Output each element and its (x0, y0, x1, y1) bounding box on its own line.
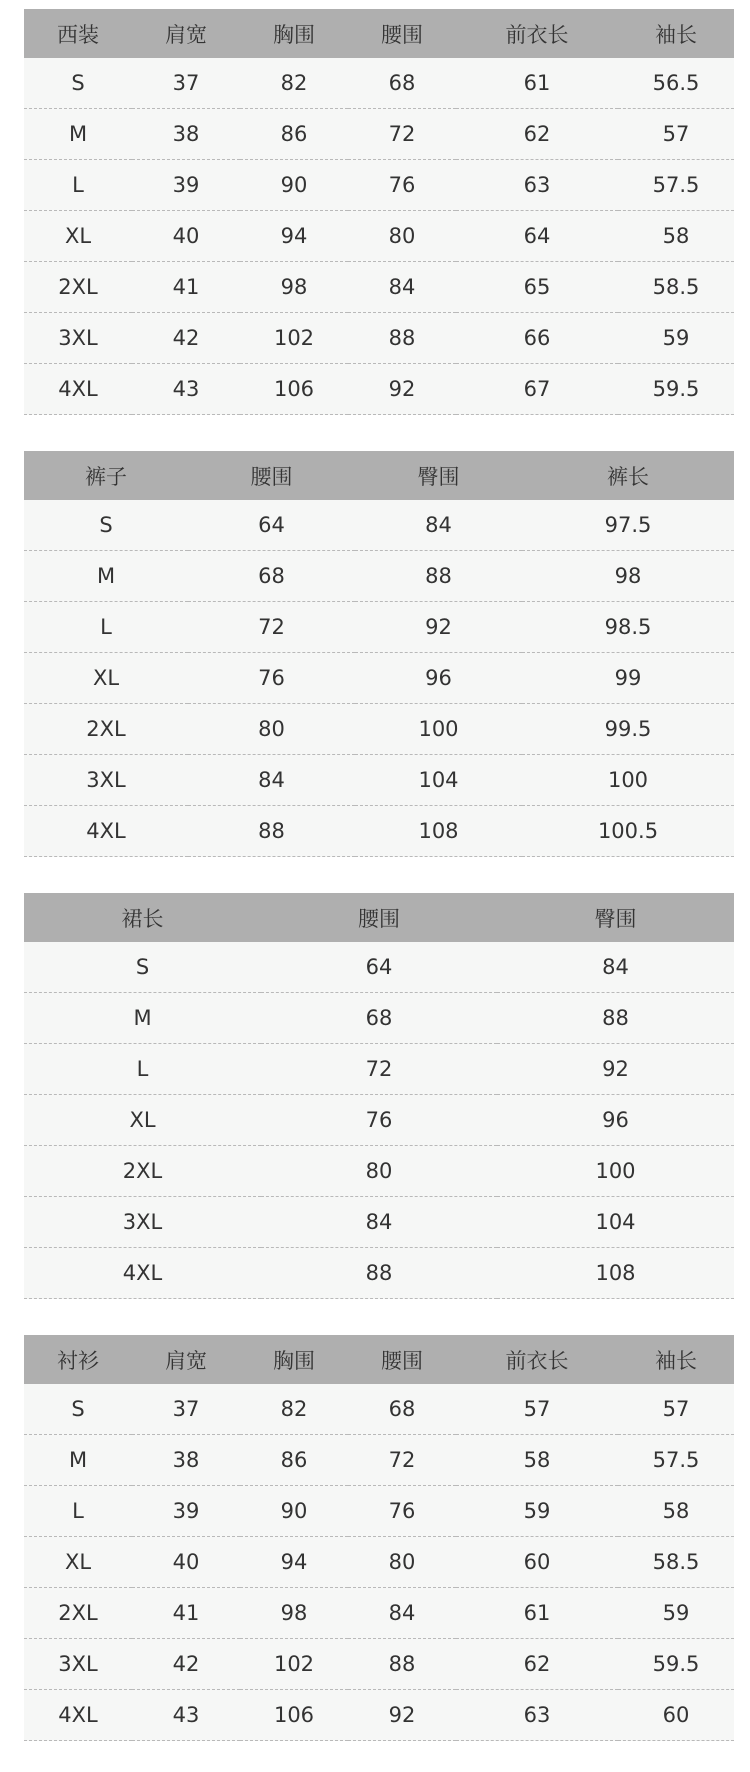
measurement-cell: 88 (261, 1248, 497, 1299)
measurement-cell: 102 (240, 1639, 348, 1690)
measurement-cell: 57 (456, 1384, 618, 1435)
measurement-cell: 100 (497, 1146, 734, 1197)
measurement-cell: 37 (132, 58, 240, 109)
size-label-cell: 3XL (24, 1639, 132, 1690)
measurement-cell: 84 (261, 1197, 497, 1248)
measurement-cell: 59.5 (618, 1639, 734, 1690)
shirt-size-table (24, 1335, 734, 1741)
measurement-cell: 104 (497, 1197, 734, 1248)
measurement-cell: 43 (132, 364, 240, 415)
column-header: 前衣长 (456, 9, 618, 58)
size-label-cell: L (24, 1044, 261, 1095)
size-label-cell: M (24, 1435, 132, 1486)
measurement-cell: 57.5 (618, 1435, 734, 1486)
measurement-cell: 80 (188, 704, 355, 755)
measurement-cell: 63 (456, 160, 618, 211)
column-header: 腰围 (261, 893, 497, 942)
column-header: 西装 (24, 9, 132, 58)
column-header: 肩宽 (132, 1335, 240, 1384)
measurement-cell: 63 (456, 1690, 618, 1741)
size-label-cell: 2XL (24, 1588, 132, 1639)
measurement-cell: 41 (132, 262, 240, 313)
size-label-cell: XL (24, 211, 132, 262)
size-label-cell: M (24, 993, 261, 1044)
measurement-cell: 88 (348, 1639, 456, 1690)
measurement-cell: 82 (240, 58, 348, 109)
measurement-cell: 39 (132, 1486, 240, 1537)
measurement-cell: 58.5 (618, 262, 734, 313)
pants-size-table (24, 451, 734, 857)
measurement-cell: 100.5 (522, 806, 734, 857)
size-label-cell: 2XL (24, 262, 132, 313)
measurement-cell: 92 (348, 1690, 456, 1741)
measurement-cell: 94 (240, 1537, 348, 1588)
size-label-cell: M (24, 109, 132, 160)
measurement-cell: 96 (497, 1095, 734, 1146)
table-header-row (24, 893, 734, 942)
measurement-cell: 84 (497, 942, 734, 993)
measurement-cell: 64 (261, 942, 497, 993)
table-row (24, 262, 734, 313)
table-row (24, 364, 734, 415)
measurement-cell: 64 (456, 211, 618, 262)
measurement-cell: 108 (355, 806, 522, 857)
measurement-cell: 58 (618, 211, 734, 262)
measurement-cell: 97.5 (522, 500, 734, 551)
size-label-cell: L (24, 1486, 132, 1537)
measurement-cell: 88 (188, 806, 355, 857)
table-row (24, 602, 734, 653)
size-label-cell: 2XL (24, 1146, 261, 1197)
size-label-cell: 3XL (24, 313, 132, 364)
measurement-cell: 68 (261, 993, 497, 1044)
measurement-cell: 99.5 (522, 704, 734, 755)
measurement-cell: 59 (456, 1486, 618, 1537)
measurement-cell: 98 (240, 262, 348, 313)
measurement-cell: 106 (240, 1690, 348, 1741)
size-label-cell: M (24, 551, 188, 602)
size-label-cell: 4XL (24, 1690, 132, 1741)
table-row (24, 993, 734, 1044)
column-header: 腰围 (348, 9, 456, 58)
measurement-cell: 84 (348, 1588, 456, 1639)
measurement-cell: 67 (456, 364, 618, 415)
measurement-cell: 94 (240, 211, 348, 262)
measurement-cell: 42 (132, 313, 240, 364)
measurement-cell: 92 (348, 364, 456, 415)
table-row (24, 1044, 734, 1095)
table-row (24, 551, 734, 602)
measurement-cell: 98 (522, 551, 734, 602)
size-label-cell: S (24, 58, 132, 109)
column-header: 裤长 (522, 451, 734, 500)
table-row (24, 1588, 734, 1639)
measurement-cell: 64 (188, 500, 355, 551)
measurement-cell: 84 (348, 262, 456, 313)
table-header-row (24, 451, 734, 500)
measurement-cell: 86 (240, 109, 348, 160)
measurement-cell: 98 (240, 1588, 348, 1639)
column-header: 裤子 (24, 451, 188, 500)
size-label-cell: 3XL (24, 755, 188, 806)
measurement-cell: 100 (522, 755, 734, 806)
measurement-cell: 99 (522, 653, 734, 704)
measurement-cell: 42 (132, 1639, 240, 1690)
measurement-cell: 104 (355, 755, 522, 806)
column-header: 臀围 (355, 451, 522, 500)
measurement-cell: 57 (618, 1384, 734, 1435)
measurement-cell: 59.5 (618, 364, 734, 415)
column-header: 胸围 (240, 9, 348, 58)
measurement-cell: 96 (355, 653, 522, 704)
table-row (24, 1639, 734, 1690)
suit-size-table (24, 9, 734, 415)
measurement-cell: 40 (132, 1537, 240, 1588)
table-row (24, 1095, 734, 1146)
column-header: 前衣长 (456, 1335, 618, 1384)
measurement-cell: 62 (456, 109, 618, 160)
measurement-cell: 72 (261, 1044, 497, 1095)
column-header: 裙长 (24, 893, 261, 942)
measurement-cell: 72 (188, 602, 355, 653)
measurement-cell: 58.5 (618, 1537, 734, 1588)
table-row (24, 1197, 734, 1248)
column-header: 袖长 (618, 1335, 734, 1384)
measurement-cell: 65 (456, 262, 618, 313)
table-row (24, 1537, 734, 1588)
size-label-cell: S (24, 1384, 132, 1435)
measurement-cell: 106 (240, 364, 348, 415)
table-row (24, 1248, 734, 1299)
measurement-cell: 41 (132, 1588, 240, 1639)
measurement-cell: 102 (240, 313, 348, 364)
measurement-cell: 57 (618, 109, 734, 160)
measurement-cell: 80 (348, 211, 456, 262)
measurement-cell: 72 (348, 1435, 456, 1486)
measurement-cell: 68 (188, 551, 355, 602)
table-row (24, 1435, 734, 1486)
size-label-cell: XL (24, 1537, 132, 1588)
measurement-cell: 60 (456, 1537, 618, 1588)
measurement-cell: 82 (240, 1384, 348, 1435)
measurement-cell: 84 (188, 755, 355, 806)
table-row (24, 806, 734, 857)
size-label-cell: XL (24, 1095, 261, 1146)
table-row (24, 58, 734, 109)
measurement-cell: 37 (132, 1384, 240, 1435)
column-header: 袖长 (618, 9, 734, 58)
table-row (24, 500, 734, 551)
measurement-cell: 43 (132, 1690, 240, 1741)
table-row (24, 1146, 734, 1197)
size-label-cell: S (24, 500, 188, 551)
size-label-cell: 2XL (24, 704, 188, 755)
measurement-cell: 39 (132, 160, 240, 211)
size-label-cell: 4XL (24, 806, 188, 857)
measurement-cell: 76 (348, 160, 456, 211)
table-header-row (24, 1335, 734, 1384)
size-label-cell: 4XL (24, 1248, 261, 1299)
measurement-cell: 80 (348, 1537, 456, 1588)
measurement-cell: 68 (348, 58, 456, 109)
table-row (24, 160, 734, 211)
size-label-cell: L (24, 160, 132, 211)
table-row (24, 755, 734, 806)
measurement-cell: 100 (355, 704, 522, 755)
table-row (24, 653, 734, 704)
table-row (24, 942, 734, 993)
measurement-cell: 40 (132, 211, 240, 262)
measurement-cell: 108 (497, 1248, 734, 1299)
table-row (24, 313, 734, 364)
measurement-cell: 60 (618, 1690, 734, 1741)
measurement-cell: 88 (348, 313, 456, 364)
table-row (24, 211, 734, 262)
measurement-cell: 66 (456, 313, 618, 364)
column-header: 腰围 (348, 1335, 456, 1384)
measurement-cell: 68 (348, 1384, 456, 1435)
measurement-cell: 86 (240, 1435, 348, 1486)
size-label-cell: S (24, 942, 261, 993)
measurement-cell: 84 (355, 500, 522, 551)
measurement-cell: 61 (456, 58, 618, 109)
measurement-cell: 61 (456, 1588, 618, 1639)
size-label-cell: L (24, 602, 188, 653)
measurement-cell: 59 (618, 1588, 734, 1639)
measurement-cell: 76 (188, 653, 355, 704)
column-header: 衬衫 (24, 1335, 132, 1384)
measurement-cell: 88 (355, 551, 522, 602)
table-header-row (24, 9, 734, 58)
measurement-cell: 92 (497, 1044, 734, 1095)
table-row (24, 109, 734, 160)
table-row (24, 1690, 734, 1741)
table-row (24, 1486, 734, 1537)
measurement-cell: 90 (240, 160, 348, 211)
column-header: 臀围 (497, 893, 734, 942)
measurement-cell: 38 (132, 1435, 240, 1486)
measurement-cell: 56.5 (618, 58, 734, 109)
measurement-cell: 62 (456, 1639, 618, 1690)
column-header: 肩宽 (132, 9, 240, 58)
measurement-cell: 59 (618, 313, 734, 364)
skirt-size-table (24, 893, 734, 1299)
measurement-cell: 92 (355, 602, 522, 653)
measurement-cell: 88 (497, 993, 734, 1044)
measurement-cell: 90 (240, 1486, 348, 1537)
table-row (24, 704, 734, 755)
column-header: 胸围 (240, 1335, 348, 1384)
size-label-cell: XL (24, 653, 188, 704)
size-label-cell: 3XL (24, 1197, 261, 1248)
column-header: 腰围 (188, 451, 355, 500)
table-row (24, 1384, 734, 1435)
measurement-cell: 38 (132, 109, 240, 160)
measurement-cell: 98.5 (522, 602, 734, 653)
measurement-cell: 76 (348, 1486, 456, 1537)
measurement-cell: 80 (261, 1146, 497, 1197)
measurement-cell: 58 (456, 1435, 618, 1486)
measurement-cell: 72 (348, 109, 456, 160)
size-label-cell: 4XL (24, 364, 132, 415)
measurement-cell: 58 (618, 1486, 734, 1537)
measurement-cell: 57.5 (618, 160, 734, 211)
measurement-cell: 76 (261, 1095, 497, 1146)
